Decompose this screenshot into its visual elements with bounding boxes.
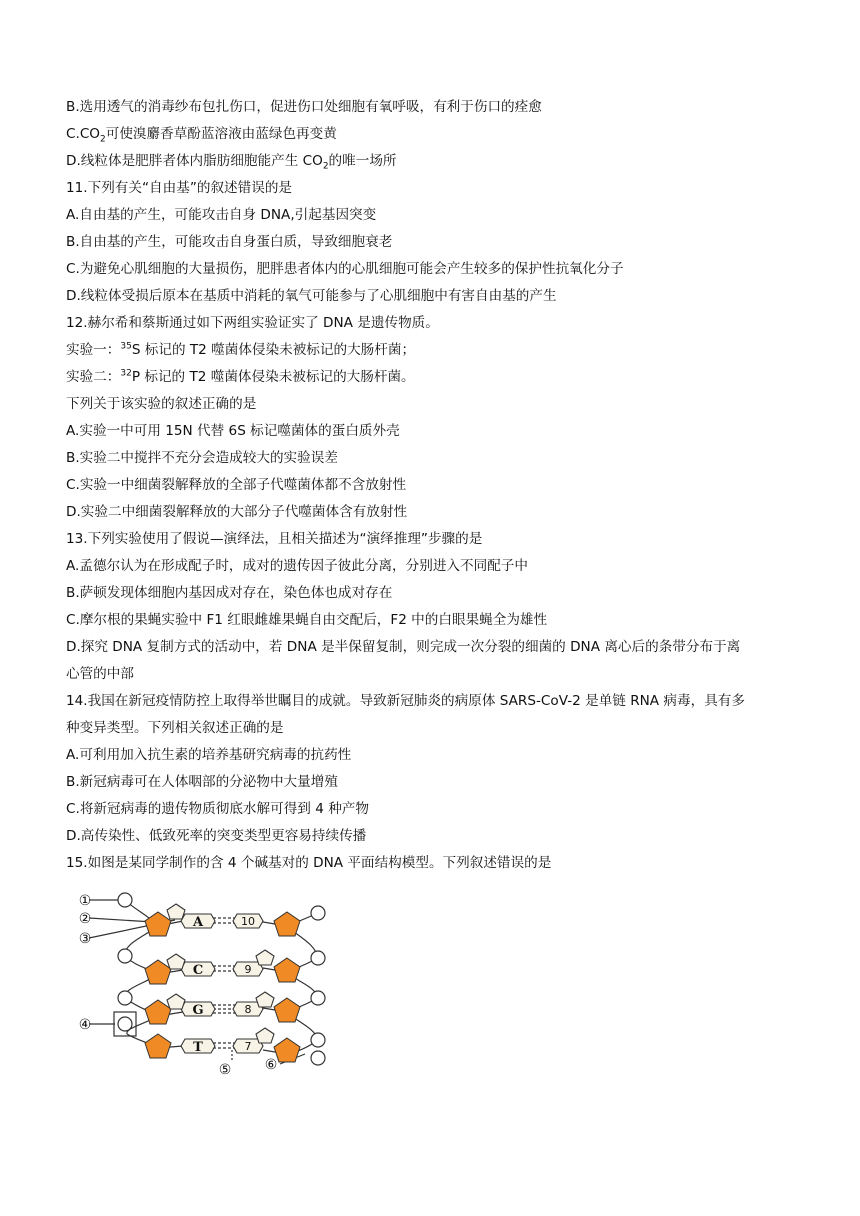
q12-prompt: 下列关于该实验的叙述正确的是	[66, 396, 257, 412]
base-label-a: A	[192, 915, 204, 930]
pentagon-small-6	[256, 1028, 274, 1043]
q12-option-a: A.实验一中可用 15N 代替 6S 标记噬菌体的蛋白质外壳	[66, 423, 400, 439]
label-4: ④	[78, 1017, 92, 1033]
sugar-left-2	[145, 960, 171, 984]
sugar-left-4	[145, 1034, 171, 1058]
q14-option-c: C.将新冠病毒的遗传物质彻底水解可得到 4 种产物	[66, 801, 369, 817]
base-label-7: 7	[244, 1040, 252, 1053]
sugar-right-4	[274, 1038, 300, 1062]
q14-option-d: D.高传染性、低致死率的突变类型更容易持续传播	[66, 828, 367, 844]
label-5: ⑤	[218, 1062, 232, 1078]
phosphate-left-3	[118, 991, 132, 1005]
sugar-left-3	[145, 1000, 171, 1024]
phosphate-left-4	[118, 1017, 132, 1031]
q12-option-b: B.实验二中搅拌不充分会造成较大的实验误差	[66, 450, 338, 466]
sugar-right-1	[274, 912, 300, 936]
phosphate-right-2	[311, 951, 325, 965]
q12-experiment-2: 实验二：$^{32}$P 标记的 T2 噬菌体侵染未被标记的大肠杆菌。	[66, 368, 415, 385]
sugar-right-3	[274, 998, 300, 1022]
q11-option-d: D.线粒体受损后原本在基质中消耗的氧气可能参与了心肌细胞中有害自由基的产生	[66, 288, 557, 304]
sugar-right-2	[274, 958, 300, 982]
base-label-9: 9	[244, 963, 252, 976]
base-label-c: C	[192, 963, 204, 978]
q13-option-a: A.孟德尔认为在形成配子时，成对的遗传因子彼此分离，分别进入不同配子中	[66, 558, 528, 574]
deoxyribose-pentagons	[145, 912, 300, 1062]
q12-stem: 12.赫尔希和蔡斯通过如下两组实验证实了 DNA 是遗传物质。	[66, 315, 439, 331]
q12-experiment-1: 实验一：$^{35}$S 标记的 T2 噬菌体侵染未被标记的大肠杆菌；	[66, 341, 416, 358]
label-1: ①	[78, 893, 92, 909]
base-shapes	[167, 904, 274, 1053]
base-label-8: 8	[244, 1003, 252, 1016]
pentagon-small-5	[256, 992, 274, 1007]
q14-option-b: B.新冠病毒可在人体咽部的分泌物中大量增殖	[66, 774, 338, 790]
pentagon-small-3	[167, 994, 185, 1009]
dna-structure-figure	[75, 888, 335, 1078]
base-label-t: T	[193, 1040, 203, 1055]
q11-option-a: A.自由基的产生，可能攻击自身 DNA,引起基因突变	[66, 207, 377, 223]
q12-option-d: D.实验二中细菌裂解释放的大部分子代噬菌体含有放射性	[66, 504, 408, 520]
phosphate-right-1	[311, 906, 325, 920]
pentagon-small-4	[256, 950, 274, 965]
sugar-left-1	[145, 912, 171, 936]
q13-stem: 13.下列实验使用了假说—演绎法，且相关描述为“演绎推理”步骤的是	[66, 531, 483, 547]
pentagon-small-2	[167, 954, 185, 969]
phosphate-right-3	[311, 991, 325, 1005]
q14-option-a: A.可利用加入抗生素的培养基研究病毒的抗药性	[66, 747, 352, 763]
q12-option-c: C.实验一中细菌裂解释放的全部子代噬菌体都不含放射性	[66, 477, 407, 493]
q11-option-b: B.自由基的产生，可能攻击自身蛋白质，导致细胞衰老	[66, 234, 393, 250]
base-label-10: 10	[241, 915, 255, 928]
label-6: ⑥	[264, 1057, 278, 1073]
phosphate-right-5	[311, 1051, 325, 1065]
q13-option-b: B.萨顿发现体细胞内基因成对存在，染色体也成对存在	[66, 585, 393, 601]
q14-stem-line1: 14.我国在新冠疫情防控上取得举世瞩目的成就。导致新冠肺炎的病原体 SARS-CoV-2 是单链 RNA 病毒，具有多	[66, 693, 745, 709]
pentagon-small-1	[167, 904, 185, 919]
phosphate-right-4	[311, 1033, 325, 1047]
q10-option-c: $C.CO_2$可使溴麝香草酚蓝溶液由蓝绿色再变黄	[66, 126, 337, 145]
q13-option-d-line2: 心管的中部	[66, 666, 134, 682]
q11-option-c: C.为避免心肌细胞的大量损伤，肥胖患者体内的心肌细胞可能会产生较多的保护性抗氧化分子	[66, 261, 624, 277]
q11-stem: 11.下列有关“自由基”的叙述错误的是	[66, 180, 293, 196]
q14-stem-line2: 种变异类型。下列相关叙述正确的是	[66, 720, 284, 736]
q13-option-c: C.摩尔根的果蝇实验中 F1 红眼雌雄果蝇自由交配后，F2 中的白眼果蝇全为雄性	[66, 612, 548, 628]
q13-option-d-line1: D.探究 DNA 复制方式的活动中，若 DNA 是半保留复制，则完成一次分裂的细菌的 DNA 离心后的条带分布于离	[66, 639, 741, 655]
label-3: ③	[78, 931, 92, 947]
label-2: ②	[78, 911, 92, 927]
q10-option-d: D.线粒体是肥胖者体内脂肪细胞能产生 $CO_2$的唯一场所	[66, 153, 397, 172]
q15-stem: 15.如图是某同学制作的含 4 个碱基对的 DNA 平面结构模型。下列叙述错误的是	[66, 855, 552, 871]
phosphate-left-1	[118, 893, 132, 907]
base-label-g: G	[192, 1003, 204, 1018]
phosphate-left-2	[118, 949, 132, 963]
q10-option-b: B.选用透气的消毒纱布包扎伤口，促进伤口处细胞有氧呼吸，有利于伤口的痊愈	[66, 99, 542, 115]
